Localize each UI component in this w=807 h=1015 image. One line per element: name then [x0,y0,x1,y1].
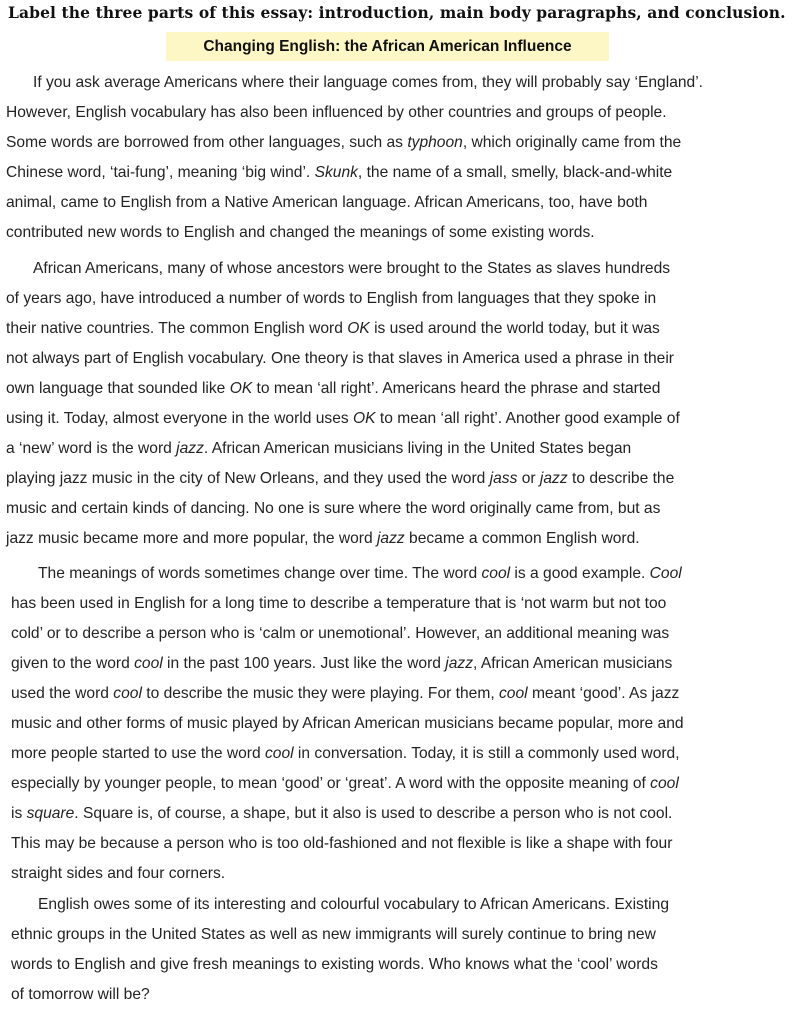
paragraph-line [6,218,804,248]
italic-term: square [26,805,75,822]
text-run: of tomorrow will be? [11,986,150,1003]
paragraph-line [11,799,803,829]
italic-term: jazz [539,470,568,487]
text-run: . Square is, of course, a shape, but it also is used to describe a person who is not cool. [74,805,673,822]
italic-term: cool [264,745,294,762]
text-run: music and certain kinds of dancing. No one is sure where the word originally came from, but as [6,500,661,517]
text-run: African Americans, many of whose ancestors were brought to the States as slaves hundreds [33,260,671,277]
paragraph-line [11,619,803,649]
paragraph-line [11,739,803,769]
paragraph-line [6,68,804,98]
text-run: music and other forms of music played by African American musicians became popular, more and [11,715,684,732]
paragraph-line [6,344,804,374]
text-run: This may be because a person who is too old-fashioned and not flexible is like a shape with four [11,835,673,852]
text-run: However, English vocabulary has also been influenced by other countries and groups of people. [6,104,667,121]
text-run: became a common English word. [404,530,640,547]
text-run: to describe the music they were playing. For them, [141,685,499,702]
paragraph-line [6,158,804,188]
italic-term: cool [650,775,679,792]
italic-term: OK [229,380,253,397]
text-run: or [517,470,540,487]
paragraph-line [6,404,804,434]
text-run: meant ‘good’. As jazz [527,685,680,702]
text-run: Chinese word, ‘tai-fung’, meaning ‘big wind’. [6,164,315,181]
italic-term: OK [347,320,370,337]
essay-title: Changing English: the African American Influence [203,37,572,55]
italic-term: typhoon [407,134,463,151]
text-run: . African American musicians living in the United States began [203,440,632,457]
paragraph-line [11,950,803,980]
text-run: has been used in English for a long time to describe a temperature that is ‘not warm but not too [11,595,667,612]
italic-term: jazz [445,655,474,672]
text-run: Some words are borrowed from other languages, such as [6,134,408,151]
italic-term: jazz [376,530,405,547]
paragraph-line [11,859,803,889]
paragraph-line [11,559,803,589]
italic-term: jazz [176,440,204,457]
paragraph-line [6,494,804,524]
text-run: to mean ‘all right’. Americans heard the phrase and started [252,380,661,397]
text-run: a ‘new’ word is the word [6,440,177,457]
paragraph-line [6,374,804,404]
essay-paragraph-2 [6,254,804,554]
text-run: their native countries. The common English word [6,320,348,337]
instruction-heading: Label the three parts of this essay: introduction, main body paragraphs, and conclusion. [8,3,786,22]
paragraph-line [6,128,804,158]
text-run: to mean ‘all right’. Another good example of [375,410,680,427]
text-run: , the name of a small, smelly, black-and-white [357,164,673,181]
essay-paragraph-4 [11,890,803,1010]
paragraph-line [11,920,803,950]
text-run: given to the word [11,655,135,672]
text-run: to describe the [567,470,675,487]
text-run: using it. Today, almost everyone in the world uses [6,410,353,427]
italic-term: OK [353,410,376,427]
paragraph-line [11,679,803,709]
paragraph-line [6,464,804,494]
paragraph-line [6,434,804,464]
paragraph-line [11,890,803,920]
paragraph-line [11,709,803,739]
text-run: is [11,805,27,822]
italic-term: jass [489,470,518,487]
text-run: English owes some of its interesting and colourful vocabulary to African Americans. Existing [38,896,669,913]
paragraph-line [6,524,804,554]
paragraph-line [11,649,803,679]
text-run: jazz music became more and more popular, the word [6,530,377,547]
italic-term: cool [481,565,511,582]
text-run: more people started to use the word [11,745,265,762]
title-highlight [166,32,609,61]
text-run: in the past 100 years. Just like the word [162,655,446,672]
paragraph-line [6,284,804,314]
text-run: ethnic groups in the United States as well as new immigrants will surely continue to bring new [11,926,656,943]
text-run: straight sides and four corners. [11,865,226,882]
text-run: , which originally came from the [462,134,682,151]
text-run: words to English and give fresh meanings to existing words. Who knows what the ‘cool’ words [11,956,658,973]
essay-paragraph-1 [6,68,804,248]
paragraph-line [6,188,804,218]
text-run: contributed new words to English and changed the meanings of some existing words. [6,224,595,241]
text-run: animal, came to English from a Native American language. African Americans, too, have both [6,194,648,211]
italic-term: cool [134,655,163,672]
text-run: The meanings of words sometimes change over time. The word [38,565,482,582]
text-run: If you ask average Americans where their language comes from, they will probably say ‘England’. [33,74,704,91]
paragraph-line [11,829,803,859]
paragraph-line [6,98,804,128]
text-run: , African American musicians [473,655,673,672]
text-run: in conversation. Today, it is still a commonly used word, [293,745,680,762]
essay-paragraph-3 [11,559,803,889]
italic-term: Skunk [314,164,358,181]
italic-term: Cool [649,565,682,582]
paragraph-line [11,769,803,799]
paragraph-line [6,254,804,284]
italic-term: cool [113,685,142,702]
text-run: is used around the world today, but it was [369,320,660,337]
text-run: used the word [11,685,114,702]
paragraph-line [11,980,803,1010]
text-run: playing jazz music in the city of New Orleans, and they used the word [6,470,490,487]
text-run: especially by younger people, to mean ‘good’ or ‘great’. A word with the opposite meaning of [11,775,651,792]
text-run: is a good example. [510,565,650,582]
paragraph-line [6,314,804,344]
text-run: cold’ or to describe a person who is ‘calm or unemotional’. However, an additional meaning was [11,625,670,642]
paragraph-line [11,589,803,619]
italic-term: cool [499,685,528,702]
text-run: not always part of English vocabulary. One theory is that slaves in America used a phrase in their [6,350,674,367]
text-run: of years ago, have introduced a number of words to English from languages that they spoke in [6,290,657,307]
text-run: own language that sounded like [6,380,230,397]
